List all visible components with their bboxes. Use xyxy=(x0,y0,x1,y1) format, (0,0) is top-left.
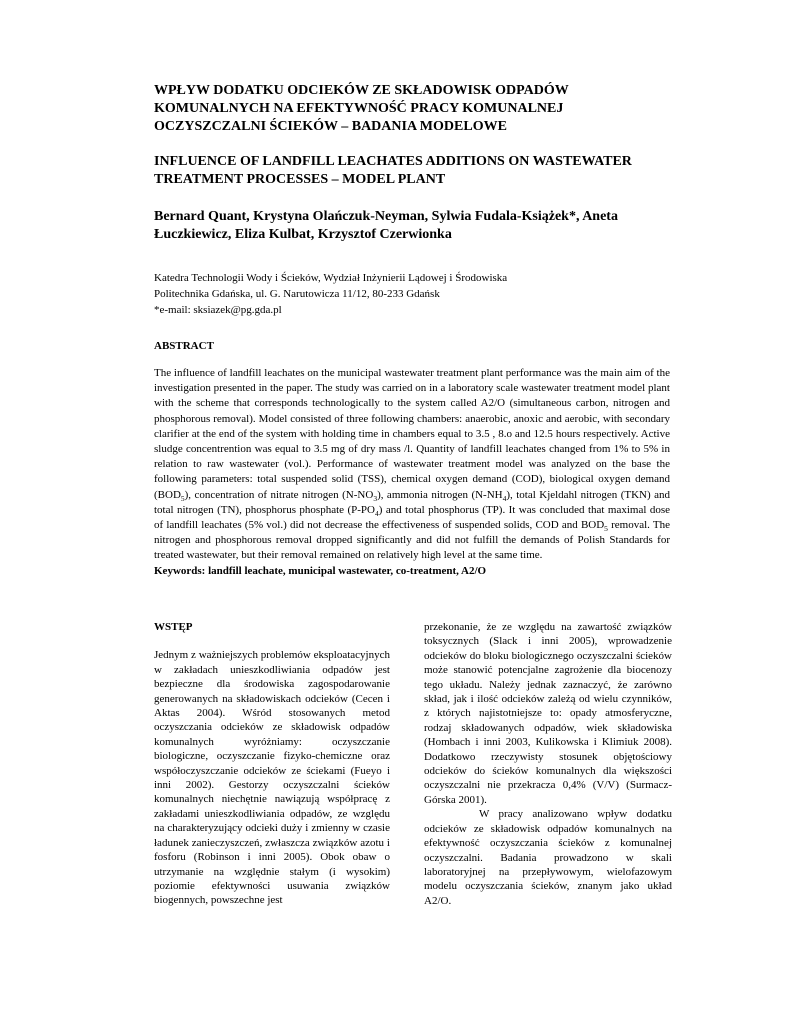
abstract-text-2: ), concentration of nitrate nitrogen (N-NO xyxy=(184,488,374,501)
authors: Bernard Quant, Krystyna Olańczuk-Neyman, Sylwia Fudala-Książek*, Aneta Łuczkiewicz, Eliza Kulbat, Krzysztof Czerwionka xyxy=(154,209,618,242)
abstract-text-5: ) and total phosphorus (TP). It was concluded that maximal dose of landfill leachates (5% vol.) did not decrease the effectiveness of suspended solids, COD and BOD xyxy=(154,503,670,532)
title-polish: WPŁYW DODATKU ODCIEKÓW ZE SKŁADOWISK ODPADÓW KOMUNALNYCH NA EFEKTYWNOŚĆ PRACY KOMUNALNEJ OCZYSZCZALNI ŚCIEKÓW – BADANIA MODELOWE xyxy=(154,83,569,134)
abstract-text-6: removal. The nitrogen and phosphorous removal dropped significantly and did not fulfill the demands of Polish Standards for treated wastewater, but their removal remained on relatively high level at the same time. xyxy=(154,519,670,562)
intro-left-paragraph: Jednym z ważniejszych problemów eksploatacyjnych w zakładach unieszkodliwiania odpadów jest bezpieczne dla środowiska zagospodarowanie generowanych na składowiskach odcieków (Cecen i Aktas 2004). Wśród stosowanych metod oczyszczania odcieków ze składowisk odpadów komunalnych wyróżniamy: oczyszczanie biologiczne, oczyszczanie fizyko-chemiczne oraz współoczyszczanie odcieków ze ściekami (Fueyo i inni 2002). Gestorzy oczyszczalni ścieków komunalnych niechętnie nawiązują współpracę z zakładami unieszkodliwiania odpadów, ze względu na charakteryzujący odcieki duży i zmienny w czasie ładunek zanieczyszczeń, zwłaszcza związków azotu i fosforu (Robinson i inni 2005). Obok obaw o utrzymanie na względnie stałym (i wysokim) poziomie efektywności usuwania związków biogennych, powszechne jest xyxy=(154,649,390,907)
intro-right-paragraph-1: przekonanie, że ze względu na zawartość związków toksycznych (Slack i inni 2005), wprowadzenie odcieków do bloku biologicznego oczyszczalni ścieków może stanowić potencjalne zagrożenie dla biocenozy tego układu. Należy jednak zaznaczyć, że zarówno skład, jak i ilość odcieków zależą od wielu czynników, z których najistotniejsze to: opady atmosferyczne, rodzaj składowanych odpadów, wiek składowiska (Hombach i inni 2003, Kulikowska i Klimiuk 2008). Dodatkowo rzeczywisty stosunek objętościowy odcieków do ścieków komunalnych dla większości oczyszczalni nie przekracza 0,4% (V/V) (Surmacz-Górska 2001). xyxy=(424,621,672,806)
abstract-text-3: ), ammonia nitrogen (N-NH xyxy=(377,488,503,501)
abstract-body xyxy=(154,366,670,579)
affiliation-address: Politechnika Gdańska, ul. G. Narutowicza 11/12, 80-233 Gdańsk xyxy=(154,288,440,300)
affiliation-email: *e-mail: sksiazek@pg.gda.pl xyxy=(154,304,282,316)
intro-right-paragraph-2: W pracy analizowano wpływ dodatku odcieków ze składowisk odpadów komunalnych na efektywność oczyszczania ścieków z komunalnej oczyszczalni. Badania prowadzono w skali laboratoryjnej na przepływowym, wielofazowym modelu oczyszczania ścieków, znanym jako układ A2/O. xyxy=(424,808,672,907)
abstract-sub-1: 5 xyxy=(180,493,185,503)
abstract-text-4: ), total Kjeldahl nitrogen (TKN) and total nitrogen (TN), phosphorus phosphate (P-PO xyxy=(154,488,670,516)
abstract-heading: ABSTRACT xyxy=(154,340,214,352)
intro-right-column xyxy=(424,620,672,908)
abstract-sub-2: 3 xyxy=(373,493,378,503)
title-english: INFLUENCE OF LANDFILL LEACHATES ADDITIONS ON WASTEWATER TREATMENT PROCESSES – MODEL PLANT xyxy=(154,154,632,187)
affiliation xyxy=(154,270,654,318)
affiliation-department: Katedra Technologii Wody i Ścieków, Wydział Inżynierii Lądowej i Środowiska xyxy=(154,272,508,284)
abstract-paragraph xyxy=(154,366,670,564)
abstract-sub-5: 5 xyxy=(604,524,608,534)
intro-heading: WSTĘP xyxy=(154,621,193,633)
intro-left-column xyxy=(154,620,390,908)
abstract-text-1: The influence of landfill leachates on the municipal wastewater treatment plant performance was the main aim of the investigation presented in the paper. The study was carried on in a laboratory scale wastewater treatment model plant with the scheme that corresponds technologically to the system called A2/O (simultaneous carbon, nitrogen and phosphorous removal). Model consisted of three following chambers: anaerobic, anoxic and aerobic, with secondary clarifier at the end of the system with holding time in chambers equal to 3.5 , 8.o and 12.5 hours respectively. Active sludge concentrention was equal to 3.5 mg of dry mass /l. Quantity of landfill leachates changed from 1% to 5% in relation to raw wastewater (vol.). Performance of wastewater treatment model was analyzed on the base the following parameters: total suspended solid (TSS), chemical oxygen demand (COD), biological oxygen demand (BOD xyxy=(154,367,670,501)
keywords: Keywords: landfill leachate, municipal wastewater, co-treatment, A2/O xyxy=(154,564,487,577)
abstract-sub-4: 4 xyxy=(374,509,379,519)
abstract-sub-3: 4 xyxy=(502,493,507,503)
